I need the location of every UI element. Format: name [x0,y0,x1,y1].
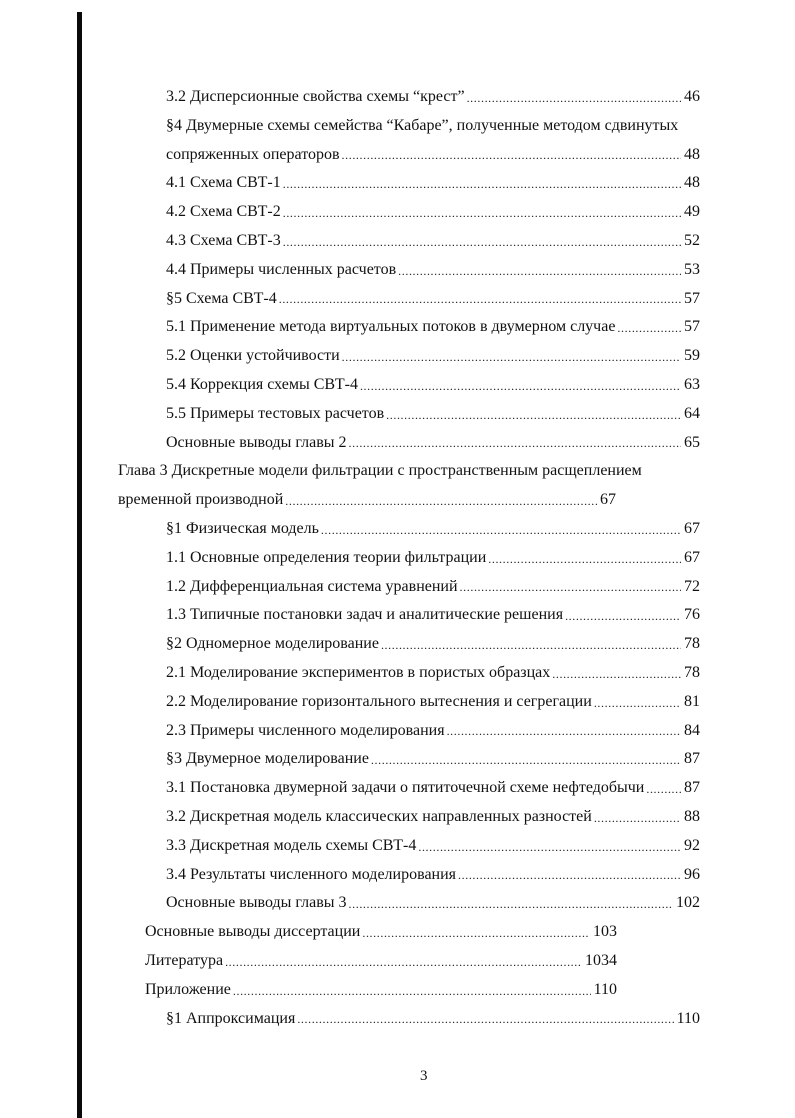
toc-entry-page: 92 [684,836,700,854]
dot-leader [319,515,681,544]
toc-entry-page: 1034 [585,951,617,969]
toc-entry-page: 52 [684,231,700,249]
toc-entry-title: §5 Схема СВТ-4 [166,289,277,307]
toc-entry-title: 5.1 Применение метода виртуальных потоков в двумерном случае [166,318,616,336]
toc-entry [145,947,617,976]
toc-entry-title: 4.4 Примеры численных расчетов [166,260,397,278]
dot-leader [396,256,681,285]
toc-entry-title: Приложение [145,980,231,998]
dot-leader [458,573,681,602]
toc-entry-title: §4 Двумерные схемы семейства “Кабаре”, полученные методом сдвинутых [166,116,679,134]
dot-leader [231,976,591,1005]
toc-entry [166,83,700,112]
toc-entry-title: 3.1 Постановка двумерной задачи о пятиточечной схеме нефтедобычи [166,779,645,797]
dot-leader [281,169,681,198]
dot-leader [347,429,681,458]
toc-entry-title: §1 Физическая модель [166,519,319,537]
toc-entry [166,573,700,602]
toc-entry [118,457,678,486]
toc-entry [145,976,617,1005]
toc-entry-title: 4.1 Схема СВТ-1 [166,174,281,192]
dot-leader [615,313,681,342]
toc-entry-title: 3.4 Результаты численного моделирования [166,865,457,883]
toc-entry [166,803,700,832]
toc-entry-title: 5.4 Коррекция схемы СВТ-4 [166,375,358,393]
toc-entry-title: §1 Аппроксимация [166,1009,296,1027]
toc-entry-page: 59 [684,347,700,365]
toc-entry-title: 1.1 Основные определения теории фильтрации [166,548,487,566]
toc-entry [166,544,700,573]
toc-entry-page: 110 [593,980,617,998]
toc-entry-title: 3.2 Дискретная модель классических направленных разностей [166,807,592,825]
dot-leader [358,371,681,400]
toc-entry-title: Основные выводы диссертации [145,923,361,941]
toc-entry-page: 64 [684,404,700,422]
toc-entry [166,774,700,803]
toc-entry [166,745,700,774]
toc-entry [166,832,700,861]
toc-entry [166,371,700,400]
toc-entry [166,861,700,890]
toc-entry-page: 76 [684,606,700,624]
dot-leader [281,227,681,256]
dot-leader [369,745,681,774]
toc-entry-page: 53 [684,260,700,278]
toc-entry-title: 5.2 Оценки устойчивости [166,347,340,365]
toc-entry-page: 67 [600,491,616,509]
toc-entry-page: 67 [684,548,700,566]
toc-entry-page: 78 [684,663,700,681]
toc-entry-page: 63 [684,375,700,393]
toc-entry [145,918,617,947]
toc-entry-page: 57 [684,318,700,336]
toc-entry-title: Основные выводы главы 2 [166,433,347,451]
toc-entry-page: 48 [684,174,700,192]
toc-entry-page: 84 [684,721,700,739]
dot-leader [379,630,681,659]
toc-entry-title: Литература [145,951,224,969]
toc-entry-title: 3.3 Дискретная модель схемы СВТ-4 [166,836,417,854]
dot-leader [295,1005,673,1034]
dot-leader [347,889,673,918]
dot-leader [592,803,681,832]
toc-entry [166,601,700,630]
toc-entry-title: 4.3 Схема СВТ-3 [166,231,281,249]
dot-leader [456,861,681,890]
toc-entry [166,659,700,688]
toc-entry [166,169,700,198]
dot-leader [550,659,681,688]
toc-entry-title: 1.3 Типичные постановки задач и аналитические решения [166,606,564,624]
toc-entry-page: 110 [676,1009,700,1027]
dot-leader [416,832,681,861]
toc-entry [166,1005,700,1034]
dot-leader [486,544,681,573]
dot-leader [644,774,681,803]
toc-entry-page: 65 [684,433,700,451]
toc-entry-title: 4.2 Схема СВТ-2 [166,203,281,221]
toc-entry-title: 2.2 Моделирование горизонтального вытеснения и сегрегации [166,692,592,710]
dot-leader [360,918,590,947]
toc-entry-title: 2.3 Примеры численного моделирования [166,721,445,739]
toc-entry-title: 1.2 Дифференциальная система уравнений [166,577,458,595]
toc-entry [166,141,700,170]
toc-entry [166,429,700,458]
toc-entry [166,112,700,141]
toc-entry-page: 87 [684,779,700,797]
toc-entry [166,256,700,285]
toc-entry [166,717,700,746]
toc-entry-page: 57 [684,289,700,307]
toc-entry-page: 49 [684,203,700,221]
toc-entry [118,486,616,515]
toc-entry [166,313,700,342]
toc-entry-page: 81 [684,692,700,710]
toc-entry-page: 67 [684,519,700,537]
dot-leader [340,141,681,170]
toc-entry [166,889,700,918]
toc-entry [166,198,700,227]
toc-entry-title: сопряженных операторов [166,145,340,163]
toc-entry-title: Глава 3 Дискретные модели фильтрации с пространственным расщеплением [118,462,642,480]
dot-leader [445,717,681,746]
toc-entry-title: временной производной [118,491,284,509]
dot-leader [277,285,681,314]
toc-entry-title: 2.1 Моделирование экспериментов в пористых образцах [166,663,551,681]
toc-entry-title: 5.5 Примеры тестовых расчетов [166,404,385,422]
toc-entry-page: 72 [684,577,700,595]
toc-entry [166,285,700,314]
dot-leader [563,601,681,630]
toc-entry-page: 88 [684,807,700,825]
toc-entry [166,630,700,659]
toc-entry-page: 103 [593,923,617,941]
dot-leader [465,83,681,112]
dot-leader [340,342,681,371]
toc-entry [166,342,700,371]
toc-entry [166,515,700,544]
dot-leader [281,198,681,227]
toc-entry-title: 3.2 Дисперсионные свойства схемы “крест” [166,88,465,105]
toc-entry [166,227,700,256]
toc-entry-page: 78 [684,635,700,653]
page-number: 3 [420,1068,428,1084]
dot-leader [384,400,681,429]
toc-entry-title: Основные выводы главы 3 [166,894,347,912]
toc-entry-page: 87 [684,750,700,768]
toc-entry-page: 102 [676,894,700,912]
toc-entry-page: 46 [684,88,700,105]
toc-entry-title: §2 Одномерное моделирование [166,635,379,653]
dot-leader [592,688,681,717]
toc-entry-title: §3 Двумерное моделирование [166,750,369,768]
table-of-contents [0,83,795,1033]
dot-leader [223,947,582,976]
toc-entry [166,688,700,717]
toc-entry-page: 48 [684,145,700,163]
toc-entry [166,400,700,429]
dot-leader [283,486,597,515]
toc-entry-page: 96 [684,865,700,883]
